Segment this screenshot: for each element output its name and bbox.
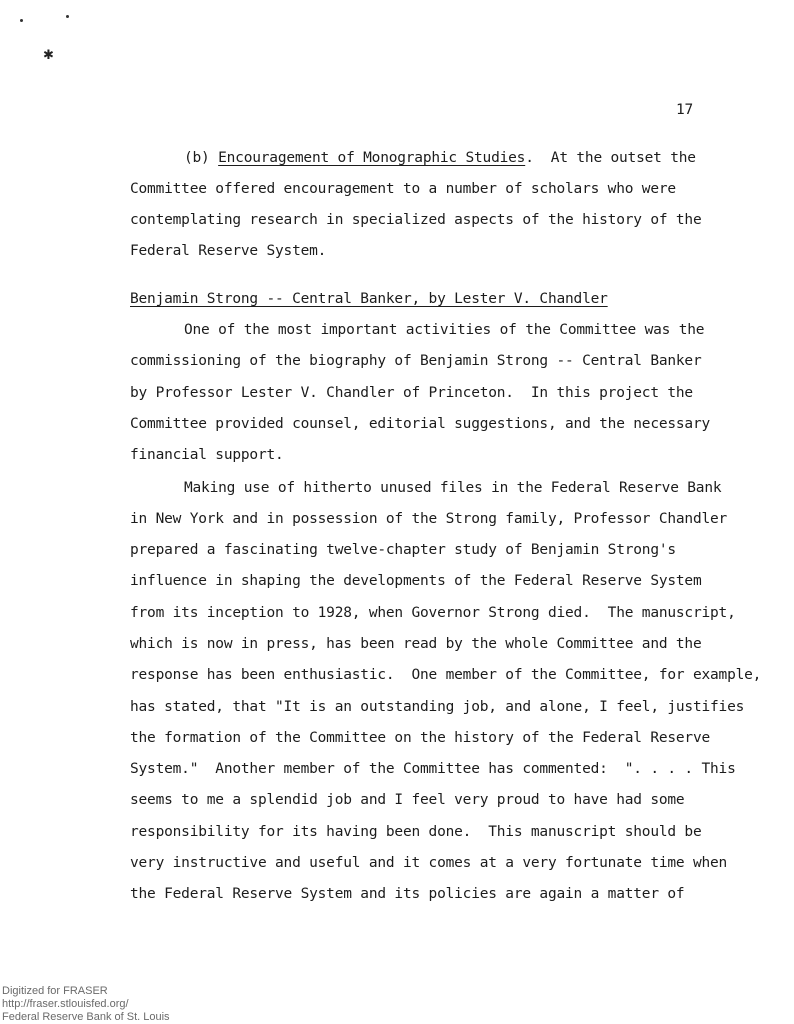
body-line: the Federal Reserve System and its policies are again a matter of bbox=[130, 886, 685, 902]
body-line: influence in shaping the developments of the Federal Reserve System bbox=[130, 573, 702, 589]
footer-line: Digitized for FRASER bbox=[2, 985, 108, 997]
footer-link[interactable]: http://fraser.stlouisfed.org/ bbox=[2, 998, 129, 1010]
scan-mark-icon: ✱ bbox=[43, 48, 54, 63]
body-line: from its inception to 1928, when Governor Strong died. The manuscript, bbox=[130, 605, 736, 621]
body-line: response has been enthusiastic. One member of the Committee, for example, bbox=[130, 667, 762, 683]
body-line: seems to me a splendid job and I feel very proud to have had some bbox=[130, 792, 685, 808]
scan-speck bbox=[20, 19, 23, 22]
section-b-heading-line bbox=[184, 150, 696, 166]
body-line: has stated, that "It is an outstanding job, and alone, I feel, justifies bbox=[130, 699, 745, 715]
body-line: Federal Reserve System. bbox=[130, 243, 327, 259]
subsection-heading: Benjamin Strong -- Central Banker, by Lester V. Chandler bbox=[130, 291, 608, 307]
body-line: financial support. bbox=[130, 447, 284, 463]
body-line: Making use of hitherto unused files in the Federal Reserve Bank bbox=[184, 480, 722, 496]
body-line: the formation of the Committee on the history of the Federal Reserve bbox=[130, 730, 711, 746]
section-b-heading: Encouragement of Monographic Studies bbox=[218, 150, 526, 166]
body-line: in New York and in possession of the Strong family, Professor Chandler bbox=[130, 511, 728, 527]
body-line: commissioning of the biography of Benjamin Strong -- Central Banker bbox=[130, 353, 702, 369]
body-line: prepared a fascinating twelve-chapter study of Benjamin Strong's bbox=[130, 542, 676, 558]
body-line: responsibility for its having been done. This manuscript should be bbox=[130, 824, 702, 840]
body-line: contemplating research in specialized aspects of the history of the bbox=[130, 212, 702, 228]
body-line: by Professor Lester V. Chandler of Princeton. In this project the bbox=[130, 385, 693, 401]
body-line: System." Another member of the Committee has commented: ". . . . This bbox=[130, 761, 736, 777]
body-line: Committee provided counsel, editorial suggestions, and the necessary bbox=[130, 416, 711, 432]
body-line: very instructive and useful and it comes at a very fortunate time when bbox=[130, 855, 728, 871]
section-b-heading-suffix: . At the outset the bbox=[525, 150, 696, 166]
body-line: One of the most important activities of the Committee was the bbox=[184, 322, 705, 338]
body-line: Committee offered encouragement to a number of scholars who were bbox=[130, 181, 676, 197]
fraser-footer bbox=[2, 985, 170, 1024]
page-number: 17 bbox=[676, 102, 694, 118]
body-line: which is now in press, has been read by the whole Committee and the bbox=[130, 636, 702, 652]
scan-speck bbox=[66, 15, 69, 18]
section-b-prefix: (b) bbox=[184, 150, 219, 166]
footer-line: Federal Reserve Bank of St. Louis bbox=[2, 1011, 170, 1023]
